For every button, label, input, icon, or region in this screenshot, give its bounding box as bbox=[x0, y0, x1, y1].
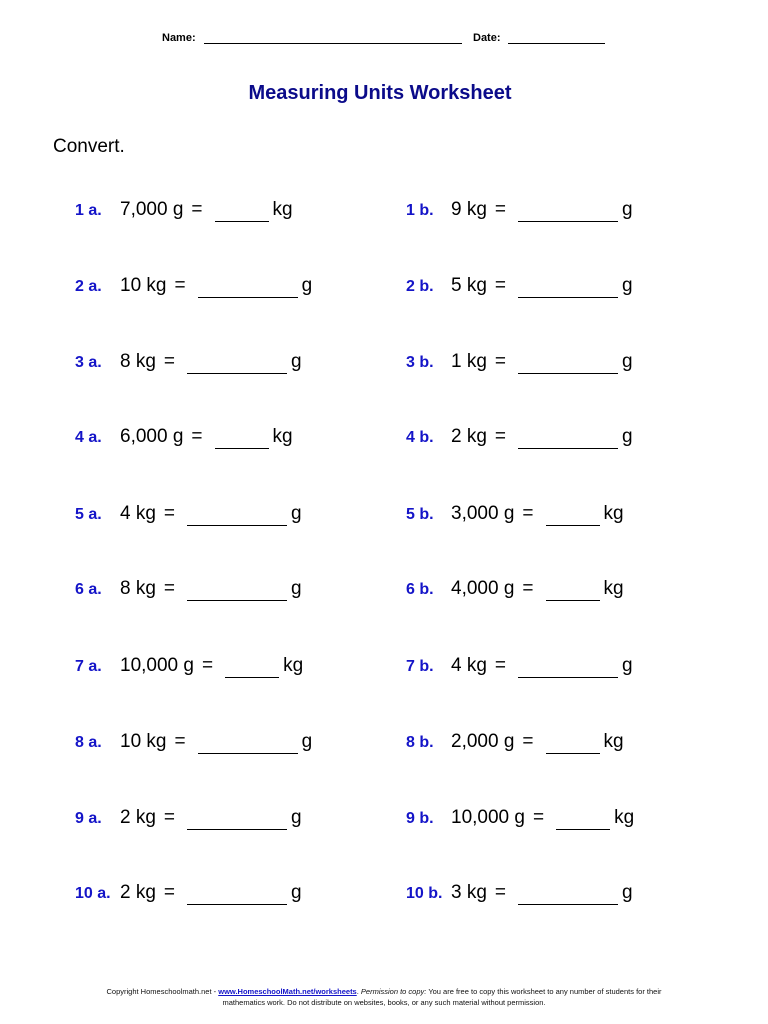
answer-blank[interactable] bbox=[518, 275, 618, 298]
equals-sign: = bbox=[163, 503, 176, 524]
equals-sign: = bbox=[191, 199, 203, 220]
target-unit: g bbox=[622, 351, 633, 372]
target-unit: g bbox=[622, 275, 633, 296]
given-value: 8 kg bbox=[120, 351, 156, 372]
problem-expression bbox=[120, 275, 312, 298]
problem-expression bbox=[451, 426, 633, 449]
problem-label: 2 b. bbox=[406, 278, 434, 295]
problem-label: 5 b. bbox=[406, 506, 434, 523]
problem-label: 9 b. bbox=[406, 810, 434, 827]
equals-sign: = bbox=[494, 199, 507, 220]
problem-label: 6 b. bbox=[406, 581, 434, 598]
given-value: 10 kg bbox=[120, 731, 167, 752]
equals-sign: = bbox=[494, 655, 507, 676]
given-value: 10 kg bbox=[120, 275, 167, 296]
problem-expression bbox=[451, 275, 633, 298]
answer-blank[interactable] bbox=[187, 882, 287, 905]
problem-label: 8 b. bbox=[406, 734, 434, 751]
target-unit: g bbox=[291, 351, 302, 372]
given-value: 4 kg bbox=[120, 503, 156, 524]
footer-copyright: Copyright Homeschoolmath.net - bbox=[106, 987, 217, 996]
target-unit: g bbox=[291, 882, 302, 903]
equals-sign: = bbox=[163, 578, 176, 599]
footer-site-link[interactable]: www.HomeschoolMath.net/worksheets bbox=[218, 987, 357, 996]
problem-expression bbox=[451, 731, 624, 754]
target-unit: kg bbox=[603, 731, 624, 752]
given-value: 2,000 g bbox=[451, 731, 515, 752]
equals-sign: = bbox=[494, 351, 507, 372]
answer-blank[interactable] bbox=[518, 426, 618, 449]
problem-label: 7 a. bbox=[75, 658, 102, 675]
answer-blank[interactable] bbox=[546, 503, 600, 526]
target-unit: g bbox=[301, 731, 313, 752]
problem-label: 7 b. bbox=[406, 658, 434, 675]
problem-expression bbox=[120, 655, 303, 678]
problem-label: 10 a. bbox=[75, 885, 111, 902]
problem-label: 5 a. bbox=[75, 506, 102, 523]
problem-label: 6 a. bbox=[75, 581, 102, 598]
problem-expression bbox=[120, 807, 302, 830]
target-unit: kg bbox=[614, 807, 635, 828]
equals-sign: = bbox=[522, 503, 534, 524]
problem-expression bbox=[120, 199, 293, 222]
answer-blank[interactable] bbox=[556, 807, 610, 830]
problem-expression bbox=[451, 199, 633, 222]
given-value: 10,000 g bbox=[451, 807, 525, 828]
given-value: 8 kg bbox=[120, 578, 156, 599]
answer-blank[interactable] bbox=[198, 731, 298, 754]
answer-blank[interactable] bbox=[215, 426, 269, 449]
answer-blank[interactable] bbox=[518, 655, 618, 678]
problem-expression bbox=[451, 807, 634, 830]
target-unit: kg bbox=[283, 655, 304, 676]
given-value: 6,000 g bbox=[120, 426, 184, 447]
target-unit: g bbox=[622, 199, 633, 220]
problem-expression bbox=[451, 351, 633, 374]
given-value: 5 kg bbox=[451, 275, 487, 296]
problem-label: 1 b. bbox=[406, 202, 434, 219]
given-value: 3,000 g bbox=[451, 503, 515, 524]
name-blank bbox=[204, 43, 462, 44]
problem-label: 3 a. bbox=[75, 354, 102, 371]
worksheet-title: Measuring Units Worksheet bbox=[248, 82, 512, 104]
problem-label: 10 b. bbox=[406, 885, 443, 902]
header-line bbox=[0, 30, 768, 48]
answer-blank[interactable] bbox=[518, 351, 618, 374]
answer-blank[interactable] bbox=[225, 655, 279, 678]
given-value: 2 kg bbox=[120, 807, 156, 828]
answer-blank[interactable] bbox=[187, 351, 287, 374]
problem-label: 8 a. bbox=[75, 734, 102, 751]
target-unit: g bbox=[622, 882, 633, 903]
problem-label: 1 a. bbox=[75, 202, 102, 219]
equals-sign: = bbox=[174, 275, 186, 296]
problem-label: 4 a. bbox=[75, 429, 102, 446]
given-value: 2 kg bbox=[451, 426, 487, 447]
problem-label: 4 b. bbox=[406, 429, 434, 446]
target-unit: g bbox=[291, 578, 302, 599]
target-unit: g bbox=[301, 275, 313, 296]
target-unit: g bbox=[622, 655, 633, 676]
name-label: Name: bbox=[162, 32, 196, 44]
given-value: 3 kg bbox=[451, 882, 487, 903]
problem-expression bbox=[451, 578, 624, 601]
answer-blank[interactable] bbox=[215, 199, 269, 222]
problem-expression bbox=[120, 351, 302, 374]
answer-blank[interactable] bbox=[518, 199, 618, 222]
problem-label: 9 a. bbox=[75, 810, 102, 827]
given-value: 1 kg bbox=[451, 351, 487, 372]
target-unit: kg bbox=[603, 578, 624, 599]
target-unit: kg bbox=[603, 503, 624, 524]
answer-blank[interactable] bbox=[546, 731, 600, 754]
given-value: 4,000 g bbox=[451, 578, 515, 599]
answer-blank[interactable] bbox=[187, 807, 287, 830]
answer-blank[interactable] bbox=[518, 882, 618, 905]
problem-expression bbox=[451, 882, 633, 905]
footer: Copyright Homeschoolmath.net - www.HomeschoolMath.net/worksheets. Permission to copy: You are free to copy this worksheet to any number of students for their mathematics work. Do not distribute on websites, books, or any such material without permission. bbox=[106, 987, 662, 1007]
problem-expression bbox=[120, 731, 312, 754]
problem-expression bbox=[120, 882, 302, 905]
target-unit: kg bbox=[272, 426, 293, 447]
equals-sign: = bbox=[174, 731, 186, 752]
problem-expression bbox=[120, 426, 293, 449]
problem-label: 2 a. bbox=[75, 278, 102, 295]
date-label: Date: bbox=[473, 32, 501, 44]
target-unit: g bbox=[291, 807, 302, 828]
equals-sign: = bbox=[163, 807, 176, 828]
equals-sign: = bbox=[494, 882, 507, 903]
given-value: 2 kg bbox=[120, 882, 156, 903]
given-value: 7,000 g bbox=[120, 199, 184, 220]
problem-expression bbox=[451, 503, 624, 526]
answer-blank[interactable] bbox=[187, 503, 287, 526]
target-unit: g bbox=[291, 503, 302, 524]
problem-expression bbox=[451, 655, 633, 678]
equals-sign: = bbox=[494, 275, 507, 296]
equals-sign: = bbox=[522, 578, 534, 599]
equals-sign: = bbox=[532, 807, 545, 828]
given-value: 10,000 g bbox=[120, 655, 194, 676]
answer-blank[interactable] bbox=[546, 578, 600, 601]
problem-expression bbox=[120, 503, 302, 526]
footer-permission-label: Permission to copy: bbox=[360, 987, 427, 996]
problem-expression bbox=[120, 578, 302, 601]
answer-blank[interactable] bbox=[187, 578, 287, 601]
footer-permission-text: You are free to copy this worksheet to any number of students for their mathematics work. Do not distribute on websites, books, or any such material without permission. bbox=[222, 987, 662, 1007]
equals-sign: = bbox=[201, 655, 214, 676]
answer-blank[interactable] bbox=[198, 275, 298, 298]
equals-sign: = bbox=[494, 426, 507, 447]
target-unit: g bbox=[622, 426, 633, 447]
target-unit: kg bbox=[272, 199, 293, 220]
date-blank bbox=[508, 43, 605, 44]
given-value: 9 kg bbox=[451, 199, 487, 220]
equals-sign: = bbox=[163, 882, 176, 903]
equals-sign: = bbox=[191, 426, 203, 447]
equals-sign: = bbox=[163, 351, 176, 372]
instructions: Convert. bbox=[53, 136, 125, 157]
problem-label: 3 b. bbox=[406, 354, 434, 371]
given-value: 4 kg bbox=[451, 655, 487, 676]
equals-sign: = bbox=[522, 731, 534, 752]
